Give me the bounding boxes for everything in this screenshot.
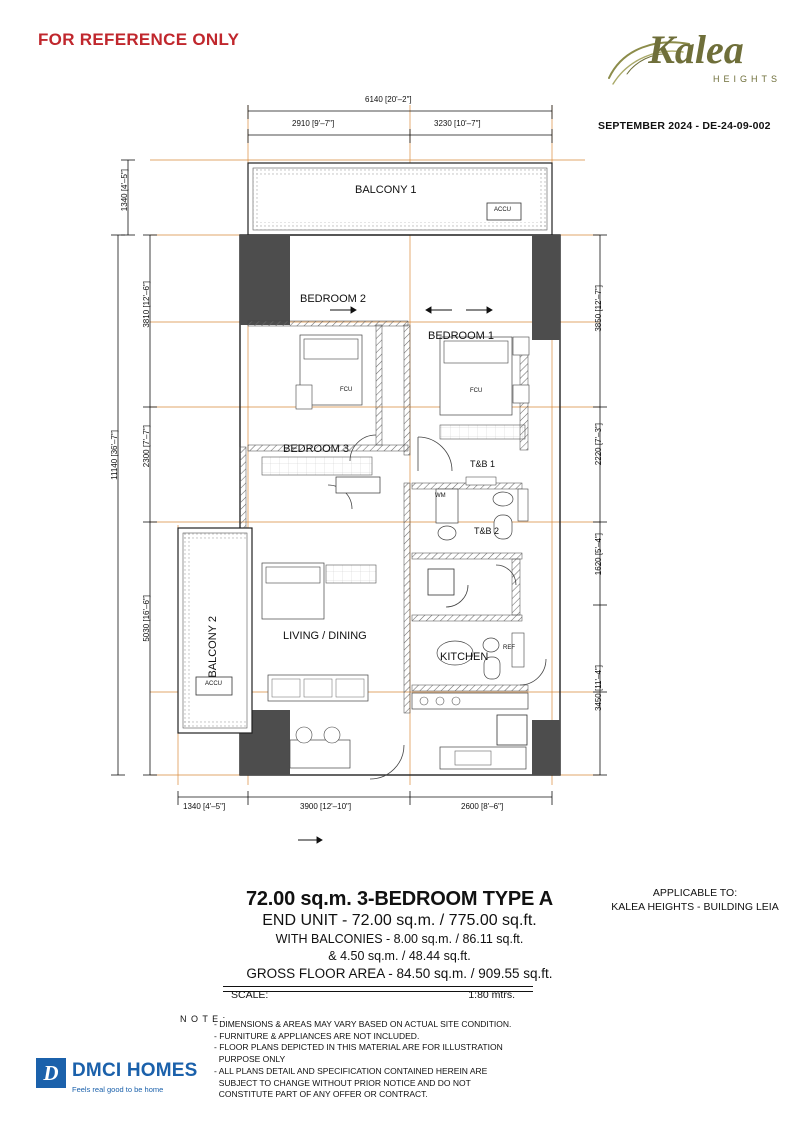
dim-right-2220: 2220 [7'–3"]	[594, 423, 603, 466]
room-label-kitchen: KITCHEN	[440, 651, 489, 663]
applicable-to-value: KALEA HEIGHTS - BUILDING LEIA	[611, 901, 779, 914]
plan-subtitle-unit-area: END UNIT - 72.00 sq.m. / 775.00 sq.ft.	[262, 912, 537, 929]
dmci-tagline: Feels real good to be home	[72, 1085, 164, 1094]
floor-plan-drawing	[0, 85, 799, 885]
dim-bottom-1340: 1340 [4'–5"]	[183, 802, 226, 811]
note-line: PURPOSE ONLY	[214, 1054, 286, 1065]
document-meta: SEPTEMBER 2024 - DE-24-09-002	[598, 120, 771, 132]
equipment-label-wm: WM	[435, 493, 446, 499]
room-label-living-dining: LIVING / DINING	[283, 630, 367, 642]
dim-left-overall: 11140 [36'–7"]	[110, 430, 119, 480]
dim-bottom-3900: 3900 [12'–10"]	[300, 802, 352, 811]
note-line: - ALL PLANS DETAIL AND SPECIFICATION CONTAINED HEREIN ARE	[214, 1065, 488, 1076]
scale-label: SCALE:	[231, 989, 269, 1001]
dmci-homes-logo	[36, 1058, 236, 1102]
note-line: - FURNITURE & APPLIANCES ARE NOT INCLUDED.	[214, 1030, 420, 1041]
dim-left-3810: 3810 [12'–6"]	[142, 281, 151, 328]
plan-subtitle-balcony-2: & 4.50 sq.m. / 48.44 sq.ft.	[328, 949, 471, 963]
applicable-to-label: APPLICABLE TO:	[652, 887, 738, 899]
equipment-label-fcu-1: FCU	[340, 387, 353, 393]
room-label-bedroom-3: BEDROOM 3	[283, 443, 350, 455]
dim-left-5030: 5030 [16'–6"]	[142, 595, 151, 642]
plan-title: 72.00 sq.m. 3-BEDROOM TYPE A	[245, 888, 554, 910]
dmci-brand-name: DMCI HOMES	[72, 1060, 198, 1081]
equipment-label-ref: REF	[503, 645, 515, 651]
dim-top-right: 3230 [10'–7"]	[434, 119, 481, 128]
logo-subtext: HEIGHTS	[712, 74, 781, 84]
note-line: SUBJECT TO CHANGE WITHOUT PRIOR NOTICE AND DO NOT	[214, 1077, 471, 1088]
kalea-heights-logo	[595, 27, 781, 90]
dim-right-3850: 3850 [12'–7"]	[594, 285, 603, 332]
dim-right-1620: 1620 [5'–4"]	[594, 533, 603, 576]
room-label-balcony-1: BALCONY 1	[355, 184, 417, 196]
note-line: - FLOOR PLANS DEPICTED IN THIS MATERIAL ARE FOR ILLUSTRATION	[214, 1042, 503, 1053]
dmci-logo-initial: D	[43, 1061, 59, 1085]
applicable-to-block	[600, 886, 790, 914]
equipment-label-accu-2: ACCU	[205, 681, 223, 687]
dim-right-3450: 3450 [11'–4"]	[594, 665, 603, 712]
room-label-tb-2: T&B 2	[474, 526, 500, 536]
room-label-bedroom-1: BEDROOM 1	[428, 330, 495, 342]
plan-subtitle-gross-floor-area: GROSS FLOOR AREA - 84.50 sq.m. / 909.55 sq.ft.	[246, 966, 553, 981]
notes-label: N O T E :	[180, 1014, 227, 1024]
room-label-tb-1: T&B 1	[470, 459, 496, 469]
dim-bottom-2600: 2600 [8'–6"]	[461, 802, 504, 811]
scale-value: 1:80 mtrs.	[468, 989, 515, 1001]
scale-row	[223, 986, 533, 1001]
equipment-label-accu-1: ACCU	[494, 207, 512, 213]
logo-wordmark: Kalea	[648, 27, 744, 72]
room-label-balcony-2: BALCONY 2	[207, 616, 219, 678]
plan-subtitle-balconies: WITH BALCONIES - 8.00 sq.m. / 86.11 sq.ft.	[275, 932, 524, 946]
note-line: - DIMENSIONS & AREAS MAY VARY BASED ON ACTUAL SITE CONDITION.	[214, 1019, 512, 1029]
equipment-label-fcu-2: FCU	[470, 388, 483, 394]
dim-left-1340: 1340 [4'–5"]	[120, 169, 129, 212]
notes-list	[214, 1019, 574, 1101]
dim-top-left: 2910 [9'–7"]	[292, 119, 335, 128]
note-line: CONSTITUTE PART OF ANY OFFER OR CONTRACT.	[214, 1089, 428, 1100]
room-label-bedroom-2: BEDROOM 2	[300, 293, 367, 305]
dim-overall-width: 6140 [20'–2"]	[365, 95, 412, 104]
dim-left-2300: 2300 [7'–7"]	[142, 425, 151, 468]
reference-only-note: FOR REFERENCE ONLY	[38, 30, 240, 49]
